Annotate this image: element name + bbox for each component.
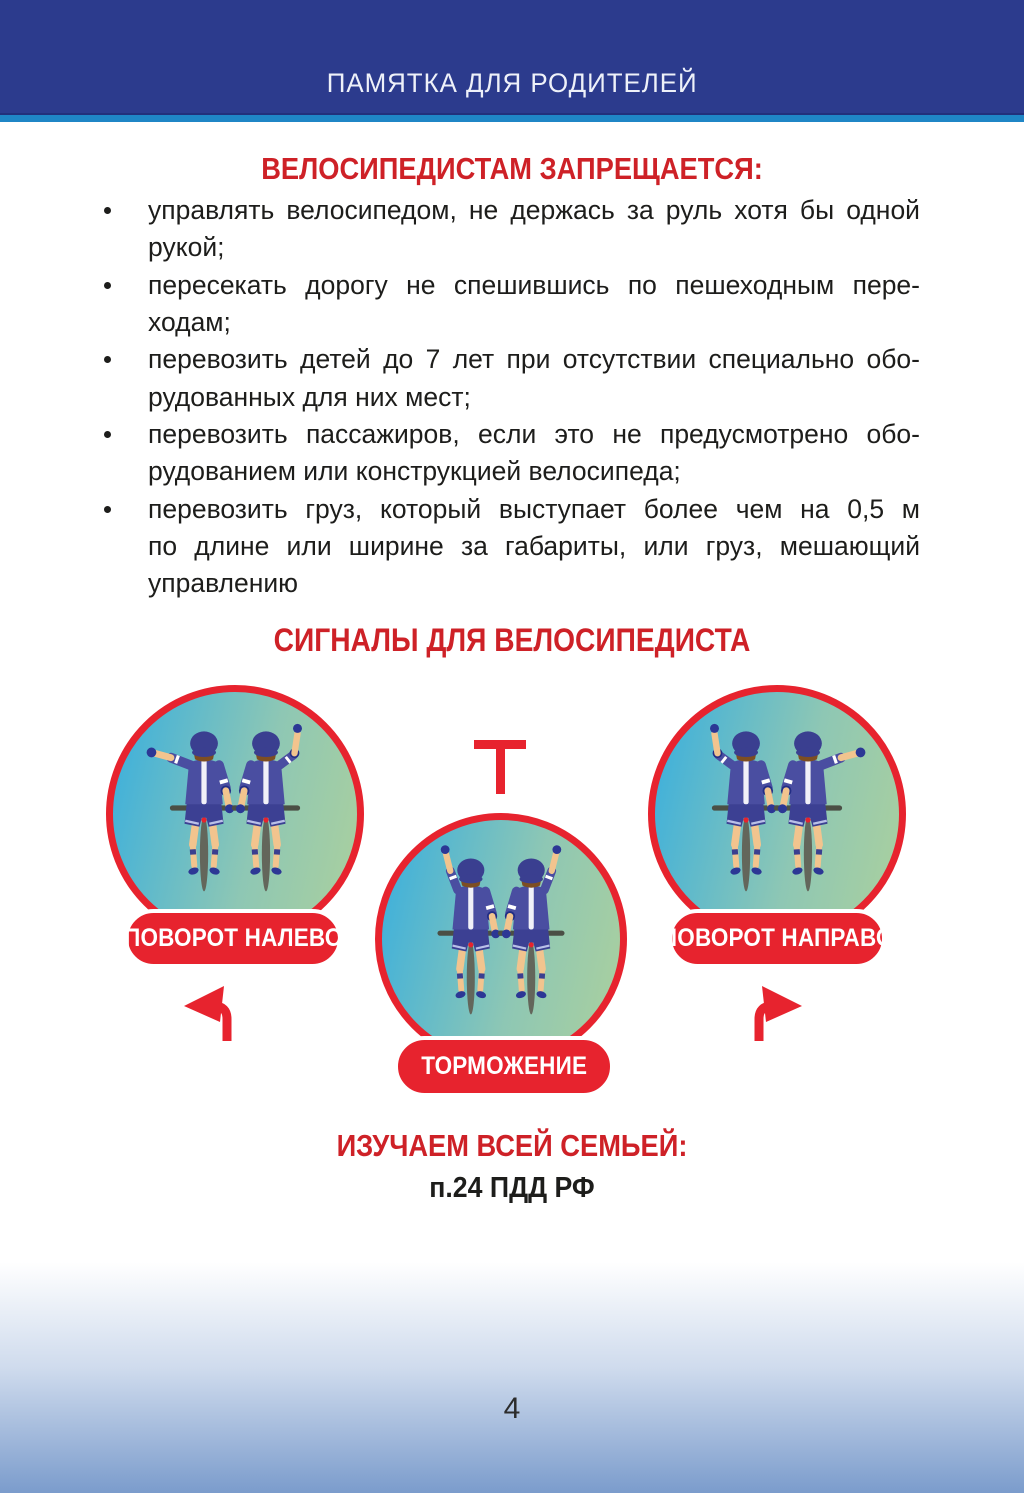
signal-circle-right-turn	[648, 685, 906, 943]
header-accent-stripe	[0, 115, 1024, 122]
bullet-line: перевозить детей до 7 лет при отсутствии специально обо-	[148, 344, 920, 375]
header-bar	[0, 0, 1024, 113]
left-turn-arrow-icon	[183, 983, 245, 1043]
bullet-line: управлению	[148, 568, 299, 599]
bullet-line: управлять велосипедом, не держась за руль хотя бы одной	[148, 195, 920, 225]
bullet-dot	[104, 207, 111, 214]
bullet-lines	[148, 341, 920, 416]
bullet-lines	[148, 416, 920, 491]
signal-circle-brake	[375, 813, 627, 1065]
bullet-item	[104, 416, 920, 491]
signal-label-left-turn: ПОВОРОТ НАЛЕВО	[123, 924, 343, 952]
cyclists-illustration-left-turn	[113, 692, 357, 936]
bullet-item	[104, 192, 920, 267]
signal-label-right-turn: ПОВОРОТ НАПРАВО	[660, 924, 894, 952]
bullet-dot	[104, 282, 111, 289]
signal-circle-left-turn	[106, 685, 364, 943]
prohibitions-list	[104, 192, 920, 603]
signal-label-pill-right-turn	[660, 909, 894, 968]
bullet-lines	[148, 192, 920, 267]
bullet-line: пересекать дорогу не спешившись по пешеходным пере-	[148, 269, 920, 300]
signal-label-pill-left-turn	[124, 909, 342, 968]
bullet-line: перевозить груз, который выступает более чем на 0,5 м	[148, 493, 920, 524]
page-number: 4	[503, 1392, 521, 1425]
bullet-item	[104, 267, 920, 342]
bullet-dot	[104, 356, 111, 363]
bullet-line: по длине или ширине за габариты, или груз, мешающий	[148, 531, 920, 562]
cyclists-illustration-right-turn	[655, 692, 899, 936]
bullet-dot	[104, 431, 111, 438]
header-title: ПАМЯТКА ДЛЯ РОДИТЕЛЕЙ	[326, 68, 698, 98]
section-title-signals: СИГНАЛЫ ДЛЯ ВЕЛОСИПЕДИСТА	[273, 622, 751, 658]
section-title-prohibitions: ВЕЛОСИПЕДИСТАМ ЗАПРЕЩАЕТСЯ:	[261, 151, 763, 186]
bullet-line: рудованием или конструкцией велосипеда;	[148, 456, 681, 487]
bullet-line: рукой;	[148, 232, 225, 263]
bullet-item	[104, 341, 920, 416]
bullet-item	[104, 491, 920, 603]
bullet-dot	[104, 506, 111, 513]
study-title: ИЗУЧАЕМ ВСЕЙ СЕМЬЕЙ:	[336, 1128, 688, 1163]
signal-label-brake: ТОРМОЖЕНИЕ	[421, 1052, 587, 1080]
study-subtitle: п.24 ПДД РФ	[429, 1172, 595, 1204]
cyclists-illustration-brake	[382, 820, 620, 1058]
bullet-line: рудованных для них мест;	[148, 381, 471, 412]
bullet-lines	[148, 267, 920, 342]
signal-label-pill-brake	[394, 1036, 614, 1097]
bullet-lines	[148, 491, 920, 603]
brake-t-icon	[474, 740, 526, 795]
bullet-line: ходам;	[148, 307, 231, 338]
brake-t-stem	[496, 749, 505, 794]
brake-t-bar	[474, 740, 526, 749]
right-turn-arrow-icon	[741, 983, 803, 1043]
bullet-line: перевозить пассажиров, если это не предусмотрено обо-	[148, 419, 920, 450]
